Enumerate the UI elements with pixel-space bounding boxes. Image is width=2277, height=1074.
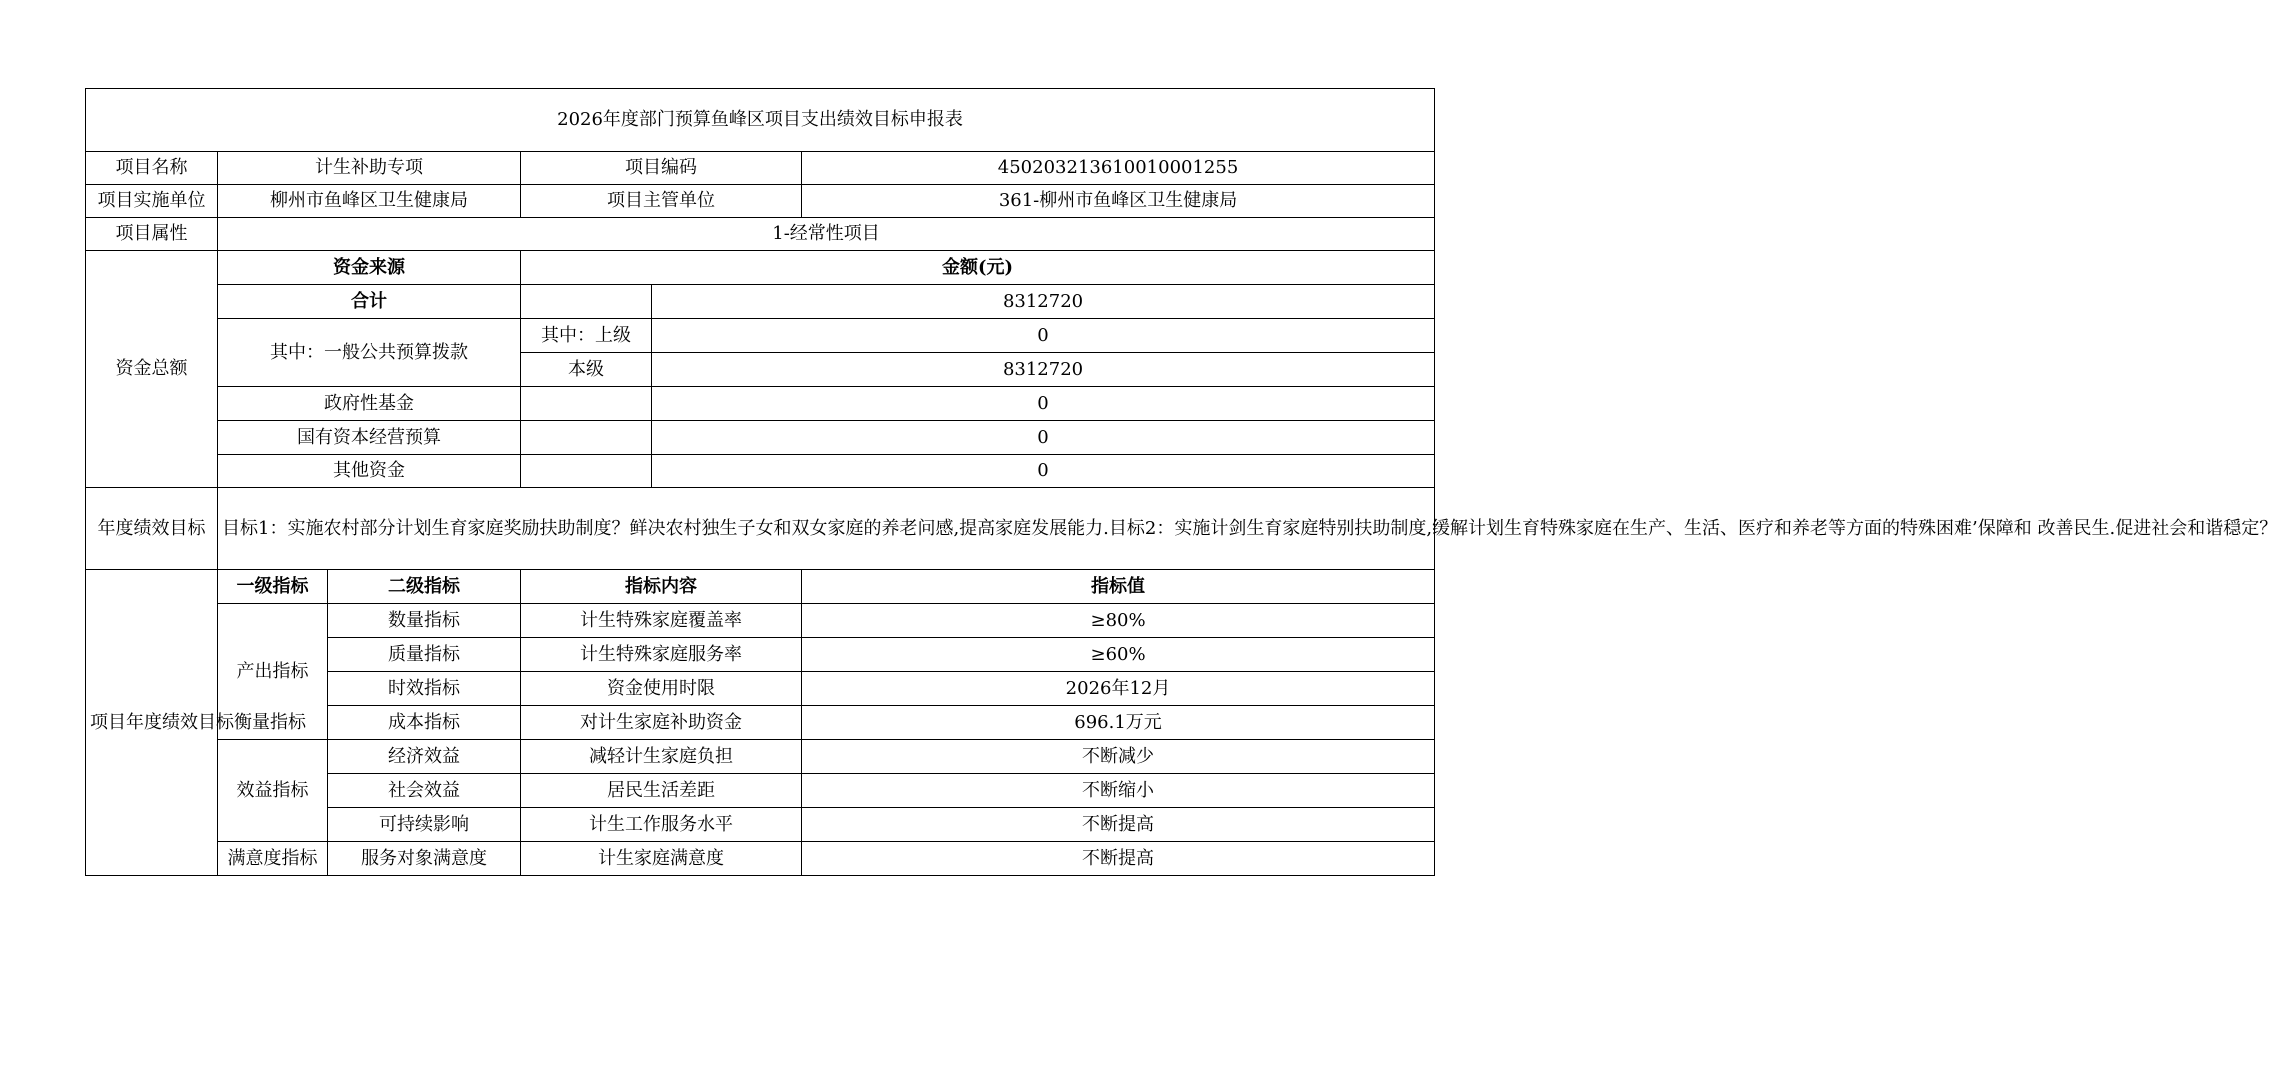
indicator-level2: 可持续影响 <box>328 808 521 842</box>
benefit-indicator-label: 效益指标 <box>218 740 328 842</box>
indicator-content: 居民生活差距 <box>521 774 802 808</box>
project-name-value: 计生补助专项 <box>218 152 521 185</box>
indicator-level2: 经济效益 <box>328 740 521 774</box>
project-code-label: 项目编码 <box>521 152 802 185</box>
funds-general-label: 其中：一般公共预算拨款 <box>218 319 521 387</box>
satisfaction-indicator-label: 满意度指标 <box>218 842 328 876</box>
attribute-value: 1-经常性项目 <box>218 218 1435 251</box>
funds-section-label: 资金总额 <box>86 251 218 488</box>
indicator-content: 计生家庭满意度 <box>521 842 802 876</box>
indicator-level2: 时效指标 <box>328 672 521 706</box>
indicator-value: 不断提高 <box>802 808 1435 842</box>
annual-goal-text: 目标1：实施农村部分计划生育家庭奖励扶助制度？鲜决农村独生子女和双女家庭的养老问感,提高家庭发展能力.目标2：实施计剑生育家庭特别扶助制度,缓解计划生育特殊家庭在生产、生活、医疗和养老等方面的特殊困难’保障和 改善民生.促进社会和谐穏定？ <box>218 488 1435 570</box>
funds-state-capital-label: 国有资本经营预算 <box>218 421 521 455</box>
indicator-level2: 社会效益 <box>328 774 521 808</box>
indicator-value: ≥80% <box>802 604 1435 638</box>
funds-state-capital-value: 0 <box>652 421 1435 455</box>
output-indicator-label: 产出指标 <box>218 604 328 740</box>
indicator-content: 计生工作服务水平 <box>521 808 802 842</box>
indicator-level2: 数量指标 <box>328 604 521 638</box>
performance-target-form <box>85 88 2277 876</box>
funds-local-label: 本级 <box>521 353 652 387</box>
funds-total-label: 合计 <box>218 285 521 319</box>
indicator-value: 2026年12月 <box>802 672 1435 706</box>
impl-unit-value: 柳州市鱼峰区卫生健康局 <box>218 185 521 218</box>
funds-upper-label: 其中：上级 <box>521 319 652 353</box>
indicator-value: 不断缩小 <box>802 774 1435 808</box>
indicators-section-label: 项目年度绩效目标衡量指标 <box>86 570 218 876</box>
indicators-header-content: 指标内容 <box>521 570 802 604</box>
funds-amount-header: 金额(元) <box>521 251 1435 285</box>
indicator-value: 不断减少 <box>802 740 1435 774</box>
funds-local-value: 8312720 <box>652 353 1435 387</box>
attribute-label: 项目属性 <box>86 218 218 251</box>
indicator-value: ≥60% <box>802 638 1435 672</box>
indicator-level2: 服务对象满意度 <box>328 842 521 876</box>
indicator-value: 不断提高 <box>802 842 1435 876</box>
indicator-level2: 成本指标 <box>328 706 521 740</box>
indicator-content: 计生特殊家庭覆盖率 <box>521 604 802 638</box>
indicators-header-level1: 一级指标 <box>218 570 328 604</box>
indicators-header-level2: 二级指标 <box>328 570 521 604</box>
funds-other-blank <box>521 455 652 488</box>
indicator-content: 减轻计生家庭负担 <box>521 740 802 774</box>
indicator-content: 计生特殊家庭服务率 <box>521 638 802 672</box>
indicator-content: 资金使用时限 <box>521 672 802 706</box>
funds-total-blank <box>521 285 652 319</box>
mgmt-unit-label: 项目主管单位 <box>521 185 802 218</box>
annual-goal-label: 年度绩效目标 <box>86 488 218 570</box>
funds-source-header: 资金来源 <box>218 251 521 285</box>
indicators-header-value: 指标值 <box>802 570 1435 604</box>
funds-other-label: 其他资金 <box>218 455 521 488</box>
funds-gov-fund-value: 0 <box>652 387 1435 421</box>
funds-gov-fund-blank <box>521 387 652 421</box>
indicator-level2: 质量指标 <box>328 638 521 672</box>
funds-upper-value: 0 <box>652 319 1435 353</box>
indicator-content: 对计生家庭补助资金 <box>521 706 802 740</box>
funds-total-value: 8312720 <box>652 285 1435 319</box>
project-code-value: 450203213610010001255 <box>802 152 1435 185</box>
funds-other-value: 0 <box>652 455 1435 488</box>
funds-gov-fund-label: 政府性基金 <box>218 387 521 421</box>
mgmt-unit-value: 361-柳州市鱼峰区卫生健康局 <box>802 185 1435 218</box>
funds-state-capital-blank <box>521 421 652 455</box>
project-name-label: 项目名称 <box>86 152 218 185</box>
indicator-value: 696.1万元 <box>802 706 1435 740</box>
form-title: 2026年度部门预算鱼峰区项目支出绩效目标申报表 <box>86 89 1435 152</box>
impl-unit-label: 项目实施单位 <box>86 185 218 218</box>
